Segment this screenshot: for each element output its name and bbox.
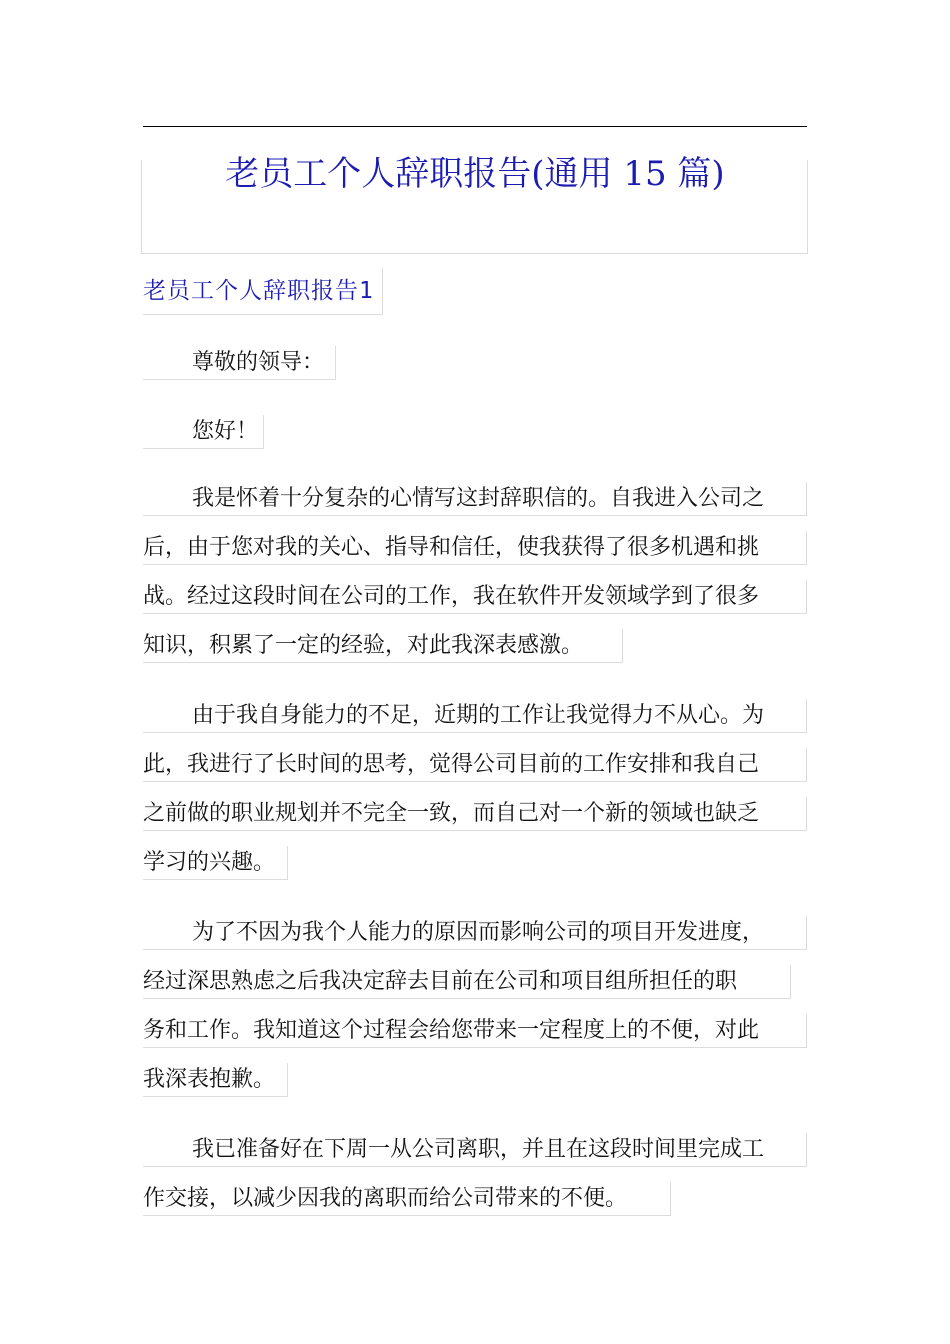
paragraph-line: 务和工作。我知道这个过程会给您带来一定程度上的不便，对此 bbox=[143, 1014, 807, 1048]
paragraph-line: 为了不因为我个人能力的原因而影响公司的项目开发进度， bbox=[143, 916, 807, 950]
paragraph-line: 之前做的职业规划并不完全一致，而自己对一个新的领域也缺乏 bbox=[143, 797, 807, 831]
paragraph-line: 我深表抱歉。 bbox=[143, 1063, 288, 1097]
paragraph-line: 知识，积累了一定的经验，对此我深表感激。 bbox=[143, 629, 623, 663]
top-rule bbox=[143, 126, 807, 127]
salutation: 尊敬的领导： bbox=[143, 346, 336, 380]
paragraph-line: 此，我进行了长时间的思考，觉得公司目前的工作安排和我自己 bbox=[143, 748, 807, 782]
document-title: 老员工个人辞职报告(通用 15 篇) bbox=[225, 154, 725, 194]
paragraph-line: 作交接，以减少因我的离职而给公司带来的不便。 bbox=[143, 1182, 671, 1216]
paragraph-line: 经过深思熟虑之后我决定辞去目前在公司和项目组所担任的职 bbox=[143, 965, 791, 999]
section-heading: 老员工个人辞职报告1 bbox=[143, 268, 383, 315]
paragraph-line: 我已准备好在下周一从公司离职，并且在这段时间里完成工 bbox=[143, 1133, 807, 1167]
paragraph-line: 我是怀着十分复杂的心情写这封辞职信的。自我进入公司之 bbox=[143, 482, 807, 516]
paragraph-line: 战。经过这段时间在公司的工作，我在软件开发领域学到了很多 bbox=[143, 580, 807, 614]
greeting: 您好！ bbox=[143, 415, 264, 449]
paragraph-line: 由于我自身能力的不足，近期的工作让我觉得力不从心。为 bbox=[143, 699, 807, 733]
paragraph-line: 后，由于您对我的关心、指导和信任，使我获得了很多机遇和挑 bbox=[143, 531, 807, 565]
paragraph-line: 学习的兴趣。 bbox=[143, 846, 288, 880]
